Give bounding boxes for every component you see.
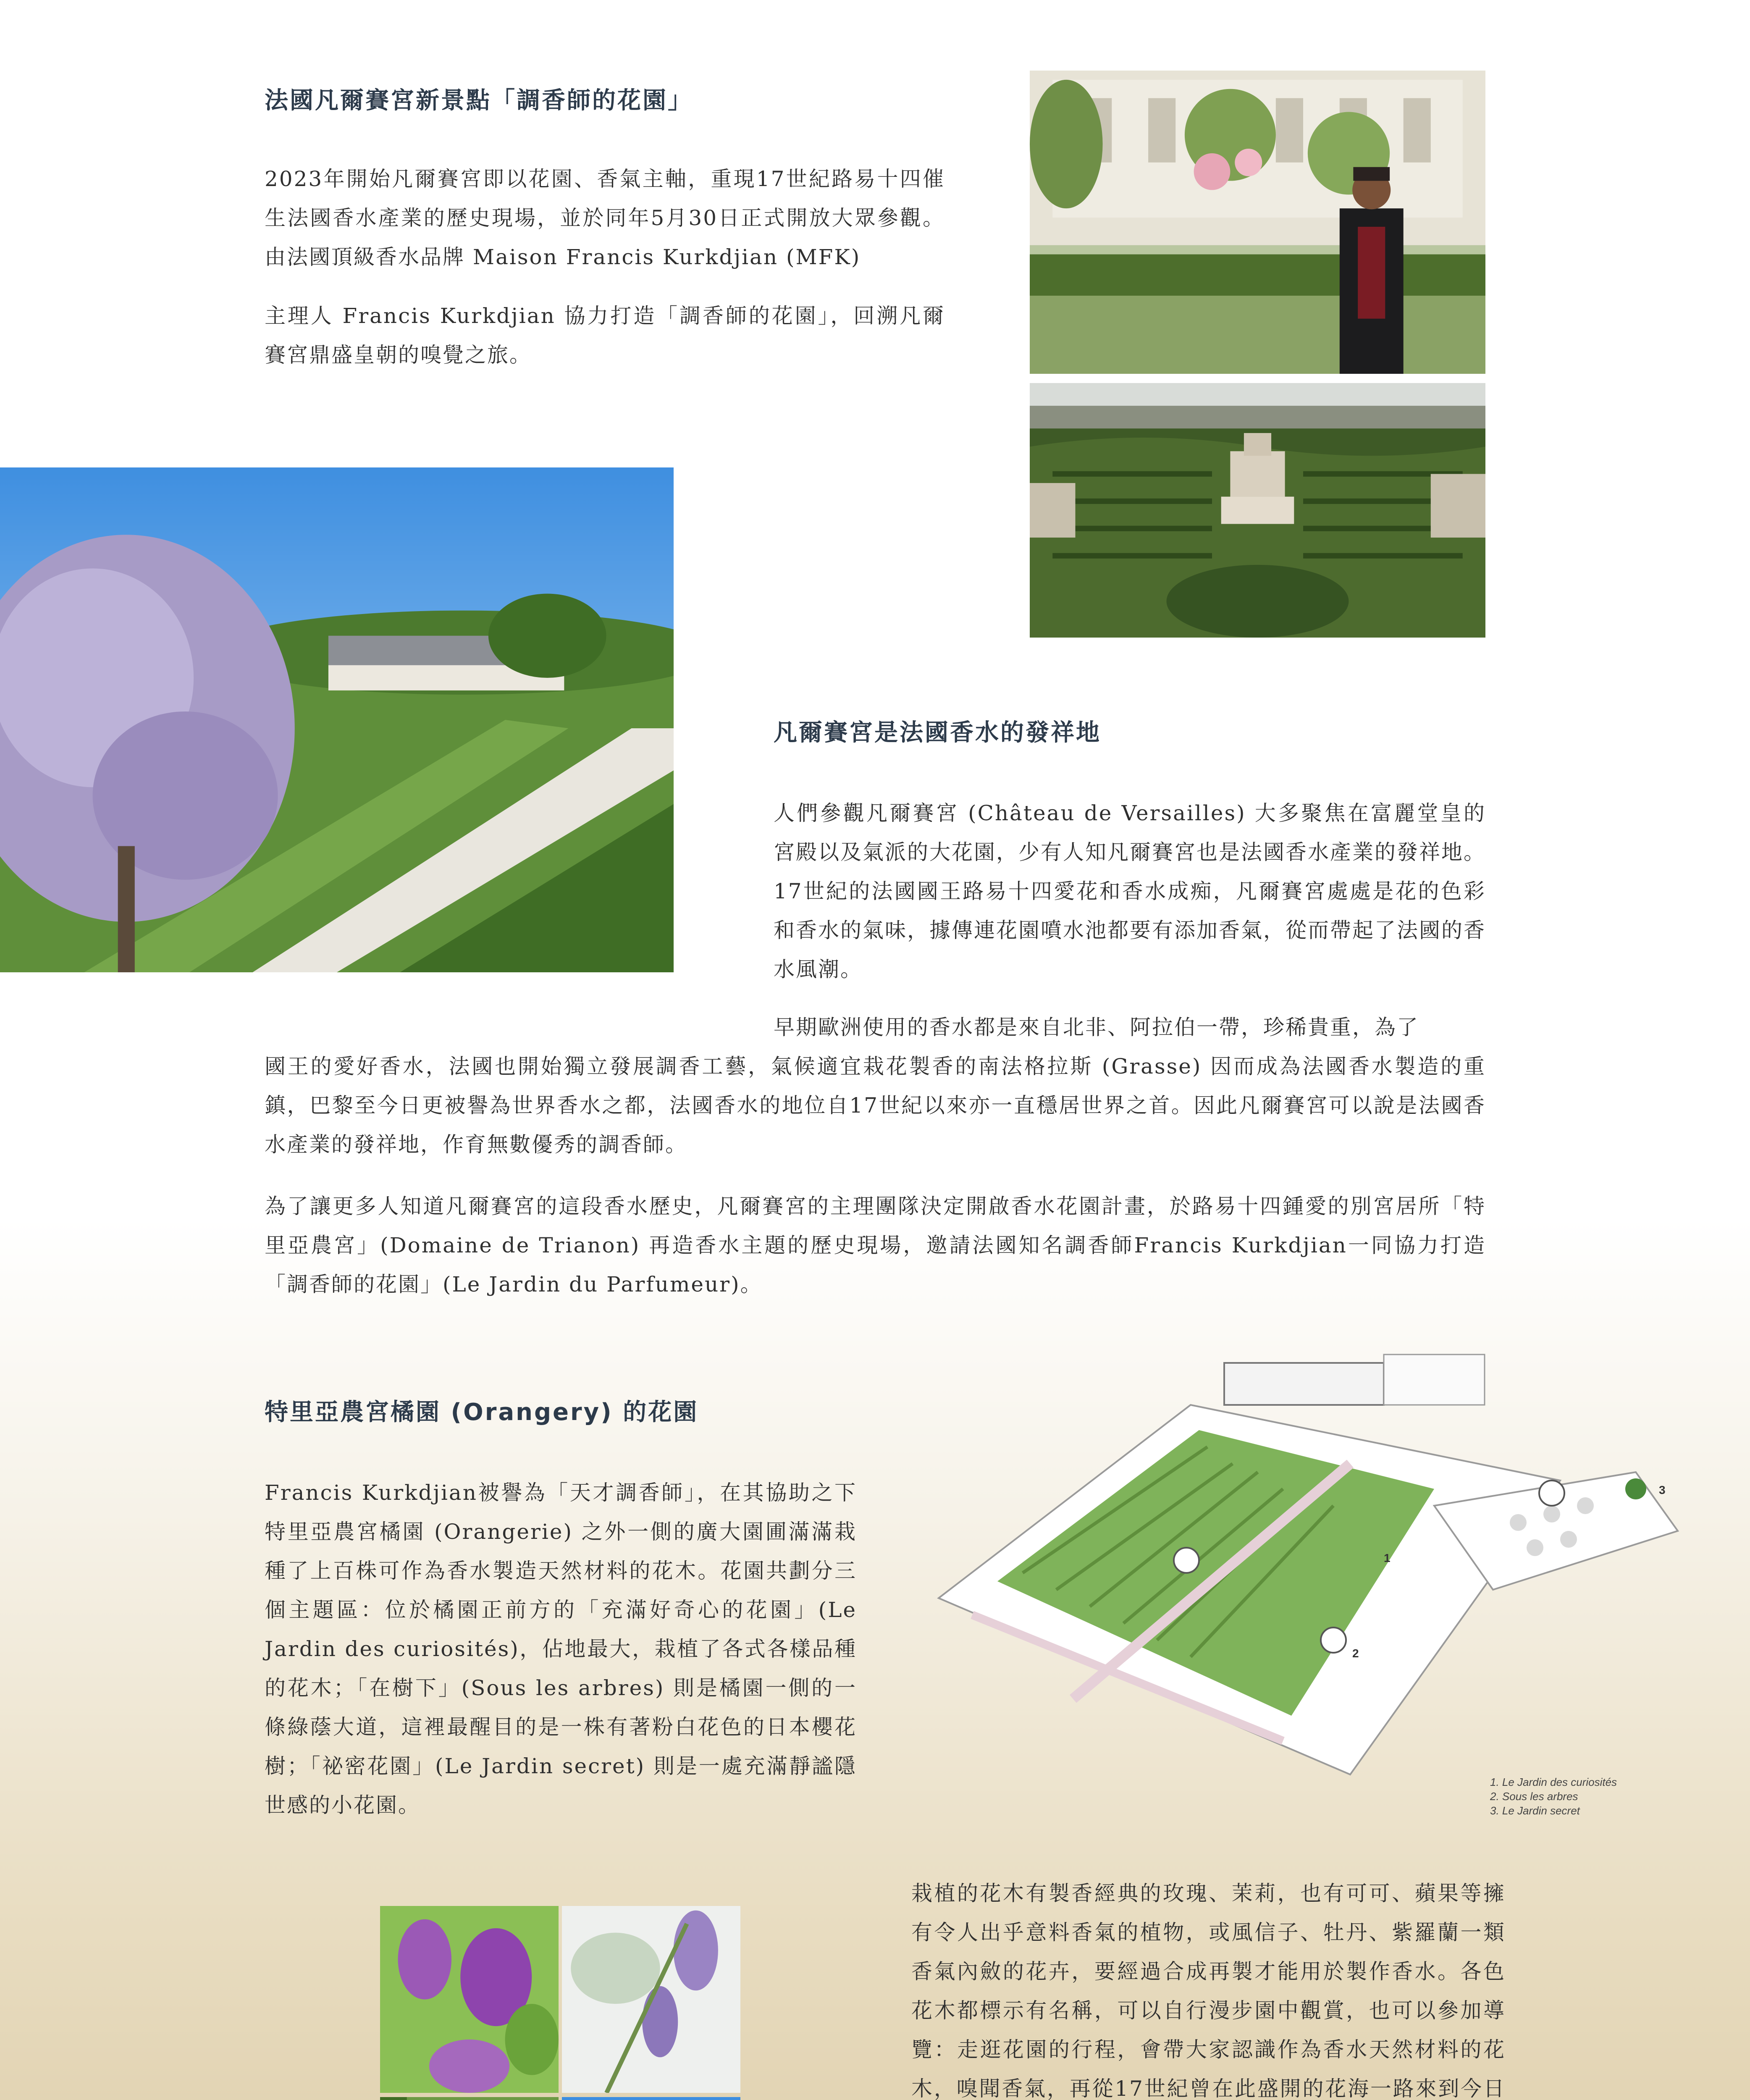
- section2-paragraph-2-cont: 國王的愛好香水，法國也開始獨立發展調香工藝，氣候適宜栽花製香的南法格拉斯 (Grasse) 因而成為法國香水製造的重鎮，巴黎至今日更被譽為世界香水之都，法國香水的地位自17世紀以來亦一直穩居世界之首。因此凡爾賽宮可以說是法國香水產業的發祥地，作育無數優秀的調香師。: [265, 1054, 1486, 1157]
- map-legend-item-2: 2. Sous les arbres: [1490, 1790, 1578, 1803]
- map-marker-1-label: 1: [1384, 1551, 1391, 1564]
- photo-aerial-garden-beds: [380, 2097, 559, 2100]
- section3-title: 特里亞農宮橘園 (Orangery) 的花園: [265, 1399, 699, 1426]
- map-legend-item-3: 3. Le Jardin secret: [1490, 1804, 1580, 1817]
- map-marker-3: [1539, 1480, 1564, 1506]
- photo-lilac-branch: [562, 1906, 740, 2093]
- map-marker-1: [1174, 1548, 1199, 1573]
- map-marker-3-label: 3: [1659, 1483, 1666, 1496]
- section1-paragraph-1: 2023年開始凡爾賽宮即以花園、香氣主軸，重現17世紀路易十四催生法國香水產業的歷史現場，並於同年5月30日正式開放大眾參觀。由法國頂級香水品牌 Maison Francis Kurkdjian (MFK): [265, 167, 945, 269]
- photo-orangery-sky: [562, 2097, 740, 2100]
- photo-perfumer-in-garden: [1030, 71, 1485, 374]
- section2-paragraph-2-start: 早期歐洲使用的香水都是來自北非、阿拉伯一帶，珍稀貴重，為了: [774, 1015, 1419, 1040]
- map-legend-item-1: 1. Le Jardin des curiosités: [1490, 1776, 1617, 1788]
- photo-lilac-flowers: [380, 1906, 559, 2093]
- section2-title: 凡爾賽宮是法國香水的發祥地: [774, 719, 1101, 746]
- map-legend: [1490, 1775, 1700, 1818]
- section2-paragraph-1: 人們參觀凡爾賽宮 (Château de Versailles) 大多聚焦在富麗堂皇的宮殿以及氣派的大花園，少有人知凡爾賽宮也是法國香水產業的發祥地。17世紀的法國國王路易十四愛花和香水成痴，凡爾賽宮處處是花的色彩和香水的氣味，據傳連花園噴水池都要有添加香氣，從而帶起了法國的香水風潮。: [774, 801, 1486, 982]
- map-marker-2-label: 2: [1352, 1647, 1359, 1660]
- section3-paragraph-1: Francis Kurkdjian被譽為「天才調香師」，在其協助之下特里亞農宮橘園 (Orangerie) 之外一側的廣大園圃滿滿栽種了上百株可作為香水製造天然材料的花木。花園共劃分三個主題區：位於橘園正前方的「充滿好奇心的花園」(Le Jardin des curiosités)，佔地最大，栽植了各式各樣品種的花木；「在樹下」(Sous les arbres) 則是橘園一側的一條綠蔭大道，這裡最醒目的是一株有著粉白花色的日本櫻花樹；「祕密花園」(Le Jardin secret) 則是一處充滿靜謐隱世感的小花園。: [265, 1480, 857, 1817]
- section2-paragraph-3: 為了讓更多人知道凡爾賽宮的這段香水歷史，凡爾賽宮的主理團隊決定開啟香水花園計畫，於路易十四鍾愛的別宮居所「特里亞農宮」(Domaine de Trianon) 再造香水主題的歷史現場，邀請法國知名調香師Francis Kurkdjian一同協力打造「調香師的花園」(Le Jardin du Parfumeur)。: [265, 1194, 1486, 1297]
- photo-aerial-trianon: [1030, 383, 1485, 638]
- section1-paragraph-2: 主理人 Francis Kurkdjian 協力打造「調香師的花園」，回溯凡爾賽宮鼎盛皇朝的嗅覺之旅。: [265, 304, 945, 367]
- photo-garden-paulownia-tree: [0, 467, 674, 972]
- garden-map-illustration: [930, 1338, 1686, 1783]
- map-marker-2: [1321, 1628, 1346, 1653]
- section1-title: 法國凡爾賽宮新景點「調香師的花園」: [265, 87, 693, 114]
- section3-paragraph-2: 栽植的花木有製香經典的玫瑰、茉莉，也有可可、蘋果等擁有令人出乎意料香氣的植物，或風信子、牡丹、紫羅蘭一類香氣內斂的花卉，要經過合成再製才能用於製作香水。各色花木都標示有名稱，可以自行漫步園中觀賞，也可以參加導覽：走逛花園的行程，會帶大家認識作為香水天然材料的花木，嗅聞香氣，再從17世紀曾在此盛開的花海一路來到今日: [911, 1881, 1506, 2100]
